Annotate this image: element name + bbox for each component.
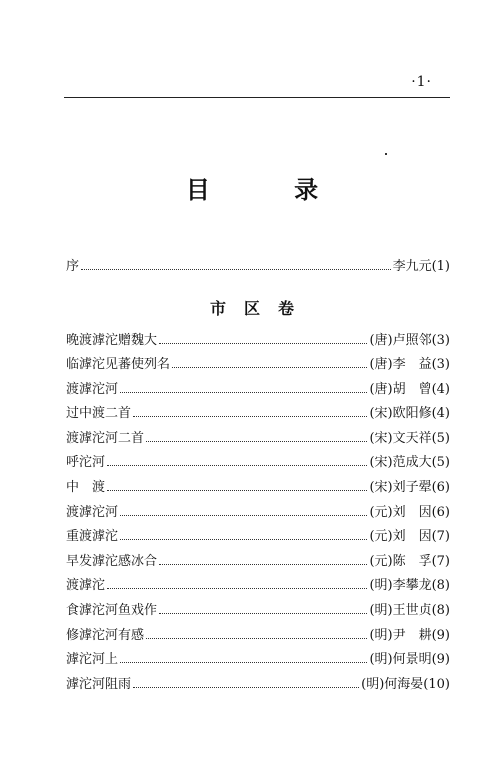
toc-entry-title: 重渡滹沱: [66, 529, 119, 544]
toc-entry-title: 滹沱河上: [66, 652, 119, 667]
toc-entry-attribution: (明)何海晏(10): [361, 677, 450, 692]
dot-leader: [146, 628, 367, 639]
dot-leader: [107, 480, 367, 491]
header-rule: [64, 97, 450, 98]
dot-leader: [159, 603, 367, 614]
toc-entry-attribution: (唐)胡 曾(4): [369, 382, 450, 397]
dot-leader: [159, 554, 367, 565]
toc-entry-title: 呼沱河: [66, 455, 106, 470]
dot-leader: [120, 382, 367, 393]
toc-entry-title: 临滹沱见蕃使列名: [66, 357, 171, 372]
toc-entry[interactable]: [66, 652, 450, 668]
toc-entry-attribution: (唐)李 益(3): [369, 357, 450, 372]
section-title: 市区卷: [209, 299, 312, 318]
toc-entry[interactable]: [66, 431, 450, 447]
dot-leader: [120, 652, 367, 663]
page-number: ·1·: [411, 74, 432, 90]
dot-leader: [133, 677, 359, 688]
toc-entry[interactable]: [66, 357, 450, 373]
toc-entry[interactable]: [66, 480, 450, 496]
toc-entry[interactable]: [66, 529, 450, 545]
toc-entry-attribution: (明)李攀龙(8): [369, 578, 450, 593]
toc-entry-attribution: (明)何景明(9): [369, 652, 450, 667]
toc-entry-attribution: (宋)刘子翚(6): [369, 480, 450, 495]
toc-entry-title: 渡滹沱河二首: [66, 431, 145, 446]
toc-entry[interactable]: [66, 677, 450, 693]
toc-entry-attribution: (元)刘 因(6): [369, 505, 450, 520]
dot-leader: [120, 505, 367, 516]
toc-entry-title: 食滹沱河鱼戏作: [66, 603, 158, 618]
dot-leader: [146, 431, 367, 442]
toc-entry[interactable]: [66, 455, 450, 471]
toc-entry-attribution: (明)王世贞(8): [369, 603, 450, 618]
toc-entry-title: 早发滹沱感冰合: [66, 554, 158, 569]
toc-entry-attribution: (唐)卢照邻(3): [369, 333, 450, 348]
dot-leader: [81, 259, 391, 270]
dot-leader: [107, 455, 367, 466]
toc-entry-title: 过中渡二首: [66, 406, 132, 421]
dot-leader: [133, 406, 367, 417]
toc-entry[interactable]: [66, 554, 450, 570]
toc-entry[interactable]: [66, 603, 450, 619]
toc-entry[interactable]: [66, 578, 450, 594]
toc-entry[interactable]: [66, 505, 450, 521]
toc-entry-title: 晚渡滹沱赠魏大: [66, 333, 158, 348]
dot-leader: [159, 333, 367, 344]
toc-entry[interactable]: [66, 382, 450, 398]
toc-entry-title: 中 渡: [66, 480, 106, 495]
toc-entry[interactable]: [66, 333, 450, 349]
toc-entry[interactable]: [66, 628, 450, 644]
toc-entry-attribution: (宋)范成大(5): [369, 455, 450, 470]
toc-entry-title: 滹沱河阻雨: [66, 677, 132, 692]
toc-entry-attribution: (明)尹 耕(9): [369, 628, 450, 643]
page-title: 目 录: [185, 176, 357, 204]
toc-entry-title: 渡滹沱河: [66, 505, 119, 520]
toc-entry-preface[interactable]: [66, 259, 450, 275]
dot-leader: [107, 578, 367, 589]
print-speck: [385, 153, 387, 155]
toc-entry-title: 渡滹沱河: [66, 382, 119, 397]
dot-leader: [120, 529, 367, 540]
toc-entry-attribution: 李九元(1): [392, 259, 450, 274]
toc-entry-title: 序: [66, 259, 80, 274]
toc-entry-attribution: (元)陈 孚(7): [369, 554, 450, 569]
toc-entry[interactable]: [66, 406, 450, 422]
toc-entry-title: 修滹沱河有感: [66, 628, 145, 643]
dot-leader: [172, 357, 367, 368]
toc-entry-attribution: (宋)文天祥(5): [369, 431, 450, 446]
toc-entry-attribution: (元)刘 因(7): [369, 529, 450, 544]
toc-entry-attribution: (宋)欧阳修(4): [369, 406, 450, 421]
toc-entry-title: 渡滹沱: [66, 578, 106, 593]
